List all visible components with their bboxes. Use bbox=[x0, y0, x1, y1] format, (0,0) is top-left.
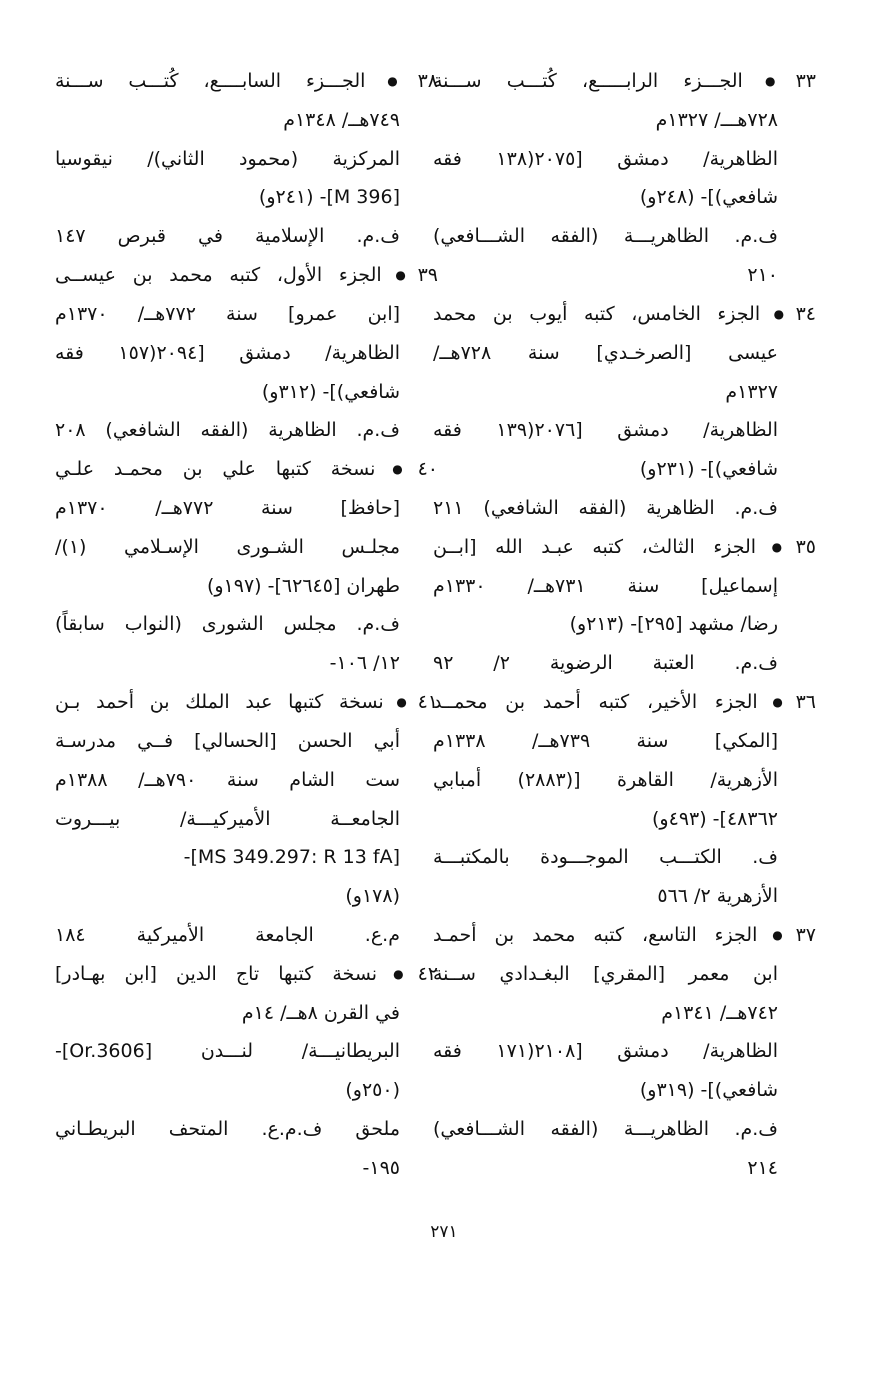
entry-line: الظاهرية/ دمشق [٢٠٧٥(١٣٨ فقه bbox=[433, 147, 778, 170]
entry-number: ٣٣ bbox=[795, 70, 816, 92]
entry-line: ملحق ف.م.ع. المتحف البريطـاني bbox=[55, 1117, 400, 1140]
bullet-icon: ● bbox=[380, 966, 417, 981]
entry-line: ف.م. الظاهريـــة (الفقه الشـــافعي) bbox=[433, 1117, 778, 1140]
entry-line: ٢١٠ bbox=[747, 264, 778, 287]
entry-line: إسماعيل] سنة ٧٣١هــ/ ١٣٣٠م bbox=[433, 574, 778, 597]
bullet-icon: ● bbox=[763, 306, 795, 321]
catalog-entry bbox=[55, 955, 438, 1188]
entry-line: الجامعــة الأميركيـــة/ بيـــروت bbox=[55, 807, 400, 830]
entry-first-line bbox=[433, 62, 816, 101]
entry-first-line bbox=[433, 528, 816, 567]
entry-text: نسخة كتبها علي بن محمـد علـي bbox=[55, 458, 376, 481]
entry-first-line bbox=[55, 955, 438, 994]
entry-line: ٧٤٢هــ/ ١٣٤١م bbox=[661, 1001, 778, 1024]
catalog-entry bbox=[433, 528, 816, 683]
entry-line: ست الشام سنة ٧٩٠هــ/ ١٣٨٨م bbox=[55, 768, 400, 791]
bullet-icon: ● bbox=[368, 74, 417, 89]
entry-number: ٣٤ bbox=[795, 302, 816, 325]
entry-number: ٣٦ bbox=[795, 691, 816, 714]
entry-line: [ابن عمرو] سنة ٧٧٢هــ/ ١٣٧٠م bbox=[55, 302, 400, 325]
entry-line: ف. الكتـــب الموجـــودة بالمكتبـــة bbox=[433, 846, 778, 869]
entry-text: الجـــزء الرابـــــع، كُتـــب ســـنة bbox=[433, 70, 743, 92]
catalog-entry bbox=[55, 256, 438, 450]
entry-line: رضا/ مشهد [٢٩٥]- (٢١٣و) bbox=[569, 613, 778, 636]
entry-line: الأزهرية/ القاهرة [(٢٨٨٣) أمبابي bbox=[433, 768, 778, 791]
left-column bbox=[55, 62, 438, 1188]
bullet-icon: ● bbox=[745, 74, 795, 89]
entry-line: ابن معمر [المقري] البغـدادي ســنة bbox=[433, 962, 778, 985]
entry-number: ٣٥ bbox=[795, 535, 816, 558]
entry-line: شافعي)]- (٣١٢و) bbox=[261, 380, 400, 403]
entry-number: ٣٨ bbox=[417, 70, 438, 92]
entry-line: شافعي)]- (٢٤٨و) bbox=[639, 186, 778, 209]
bullet-icon: ● bbox=[386, 695, 417, 710]
entry-number: ٤١ bbox=[417, 691, 438, 714]
bullet-icon: ● bbox=[760, 695, 795, 710]
entry-number: ٣٧ bbox=[795, 923, 816, 946]
entry-line: البريطانيـــة/ لنـــدن [Or.3606]- bbox=[55, 1040, 400, 1063]
entry-line: ٧٢٨هـــ/ ١٣٢٧م bbox=[655, 108, 778, 131]
entry-text: الجزء التاسع، كتبه محمد بن أحمـد bbox=[433, 923, 758, 946]
catalog-entry bbox=[55, 62, 438, 256]
bullet-icon: ● bbox=[759, 539, 795, 554]
entry-line: ٧٤٩هــ/ ١٣٤٨م bbox=[283, 108, 400, 131]
entry-line: في القرن ٨هــ/ ١٤م bbox=[241, 1001, 400, 1024]
entry-first-line bbox=[433, 295, 816, 334]
entry-line: شافعي)]- (٣١٩و) bbox=[639, 1079, 778, 1102]
entry-line: ف.م. مجلس الشورى (النواب سابقاً) bbox=[55, 613, 400, 636]
entry-first-line bbox=[55, 450, 438, 489]
entry-line: ف.م. الظاهرية (الفقه الشافعي) ٢١١ bbox=[433, 496, 778, 519]
entry-line: الظاهرية/ دمشق [٢٠٧٦(١٣٩ فقه bbox=[433, 419, 778, 442]
right-column bbox=[433, 62, 816, 1188]
entry-line: ١٣٢٧م bbox=[725, 380, 778, 403]
bullet-icon: ● bbox=[384, 268, 417, 283]
entry-first-line bbox=[433, 916, 816, 955]
entry-line: عيسى [الصرخـدي] سنة ٧٢٨هــ/ bbox=[433, 341, 778, 364]
catalog-entry bbox=[433, 916, 816, 1188]
entry-line: (٢٥٠و) bbox=[345, 1079, 400, 1102]
entry-first-line bbox=[433, 683, 816, 722]
entry-text: نسخة كتبها تاج الدين [ابن بهـادر] bbox=[55, 962, 378, 985]
entry-line: م.ع. الجامعة الأميركية ١٨٤ bbox=[55, 923, 400, 946]
entry-line: ٢١٤ bbox=[747, 1156, 778, 1179]
entry-line: [M 396]- (٢٤١و) bbox=[258, 186, 400, 209]
catalog-entry bbox=[55, 683, 438, 955]
entry-line: مجلـس الشـورى الإسـلامي (١)/ bbox=[55, 535, 400, 558]
entry-line: المركزية (محمود الثاني)/ نيقوسيا bbox=[55, 147, 400, 170]
catalog-entry bbox=[55, 450, 438, 683]
entry-line: ف.م. العتبة الرضوية ٢/ ٩٢ bbox=[433, 652, 778, 675]
catalog-entry bbox=[433, 62, 816, 295]
entry-line: الأزهرية ٢/ ٥٦٦ bbox=[657, 885, 778, 908]
entry-line: أبي الحسن [الحسالي] فــي مدرسـة bbox=[55, 729, 400, 752]
entry-line: طهران [٦٢٦٤٥]- (١٩٧و) bbox=[206, 574, 400, 597]
entry-line: (١٧٨و) bbox=[345, 885, 400, 908]
entry-text: الجـــزء السابــــع، كُتـــب ســـنة bbox=[55, 70, 366, 92]
entry-line: [المكي] سنة ٧٣٩هــ/ ١٣٣٨م bbox=[433, 729, 778, 752]
entry-number: ٣٩ bbox=[417, 264, 438, 287]
entry-line: ٤٨٣٦٢]- (٤٩٣و) bbox=[652, 807, 778, 830]
entry-line: الظاهرية/ دمشق [٢١٠٨(١٧١ فقه bbox=[433, 1040, 778, 1063]
entry-line: شافعي)]- (٢٣١و) bbox=[639, 458, 778, 481]
entry-text: الجزء الثالث، كتبه عبـد الله [ابــن bbox=[433, 535, 757, 558]
entry-line: [MS 349.297: R 13 fA]- bbox=[183, 846, 400, 869]
entry-line: ١٩٥- bbox=[362, 1156, 400, 1179]
bullet-icon: ● bbox=[378, 462, 417, 477]
bullet-icon: ● bbox=[760, 928, 795, 942]
entry-line: ف.م. الإسلامية في قبرص ١٤٧ bbox=[55, 225, 400, 248]
entry-first-line bbox=[55, 683, 438, 722]
entry-line: الظاهرية/ دمشق [٢٠٩٤(١٥٧ فقه bbox=[55, 341, 400, 364]
entry-first-line bbox=[55, 256, 438, 295]
entry-line: ف.م. الظاهريـــة (الفقه الشـــافعي) bbox=[433, 225, 778, 248]
entry-line: ١٢/ ١٠٦- bbox=[329, 652, 400, 675]
entry-first-line bbox=[55, 62, 438, 101]
catalog-entry bbox=[433, 295, 816, 528]
entry-text: الجزء الأول، كتبه محمد بن عيســى bbox=[55, 264, 382, 287]
entry-line: ف.م. الظاهرية (الفقه الشافعي) ٢٠٨ bbox=[55, 419, 400, 442]
catalog-entry bbox=[433, 683, 816, 916]
entry-text: الجزء الخامس، كتبه أيوب بن محمد bbox=[433, 302, 761, 325]
entry-line: [حافظ] سنة ٧٧٢هــ/ ١٣٧٠م bbox=[55, 497, 400, 520]
entry-text: نسخة كتبها عبد الملك بن أحمد بـن bbox=[55, 691, 384, 714]
page-number: ٢٧١ bbox=[430, 1222, 458, 1242]
entry-number: ٤٢ bbox=[417, 962, 438, 985]
entry-text: الجزء الأخير، كتبه أحمد بن محمــد bbox=[433, 691, 758, 714]
entry-number: ٤٠ bbox=[417, 458, 438, 481]
